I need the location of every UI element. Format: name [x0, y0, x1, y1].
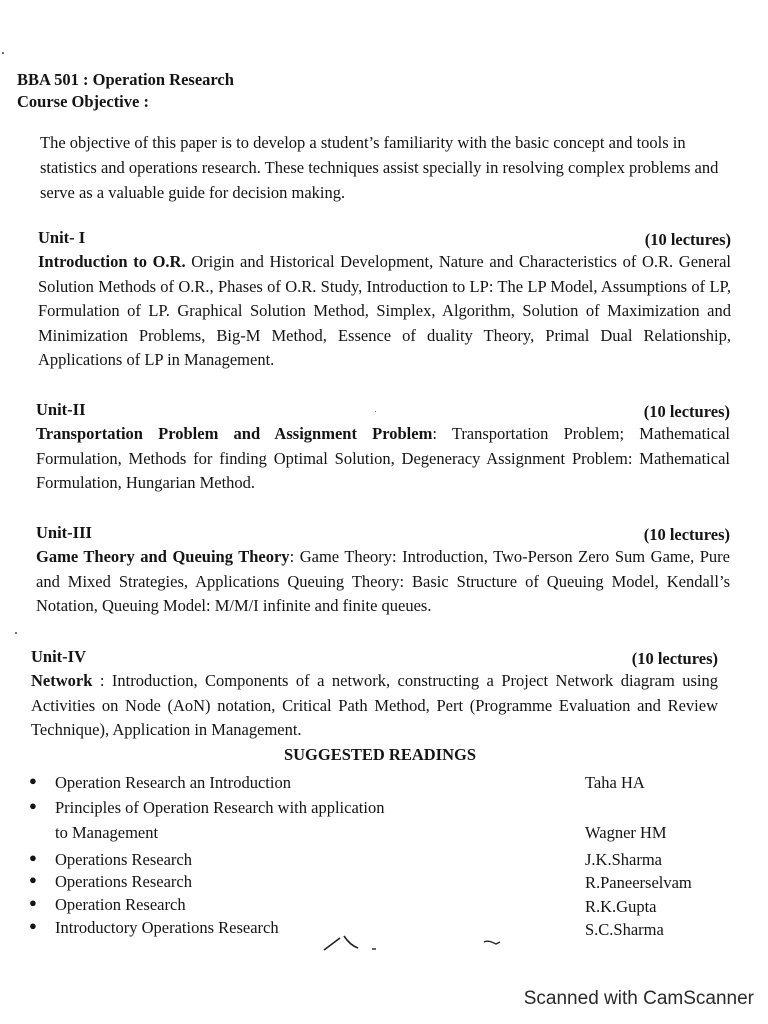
bullet-icon: ●	[29, 895, 37, 910]
unit-header	[31, 647, 718, 669]
unit-heading: Transportation Problem and Assignment Problem	[36, 424, 433, 443]
unit-title: Unit-III	[36, 523, 92, 542]
unit-heading: Network	[31, 671, 93, 690]
unit-text: : Introduction, Components of a network, constructing a Project Network diagram using Activities on Node (AoN) notation, Critical Path Method, Pert (Programme Evaluation and Review Technique), Application in Management.	[31, 671, 718, 739]
unit-2	[36, 400, 730, 496]
reading-title: Operations Research	[55, 850, 192, 869]
unit-heading: Game Theory and Queuing Theory	[36, 547, 290, 566]
unit-heading: Introduction to O.R.	[38, 252, 186, 271]
course-code-heading: BBA 501 : Operation Research	[17, 70, 234, 89]
unit-3	[36, 523, 730, 619]
suggested-readings-heading: SUGGESTED READINGS	[283, 745, 477, 764]
reading-author: Taha HA	[585, 773, 645, 792]
bullet-icon: ●	[29, 798, 37, 813]
camscanner-watermark: Scanned with CamScanner	[523, 988, 754, 1009]
objective-paragraph: The objective of this paper is to develop a student’s familiarity with the basic concept and tools in statistics and operations research. These techniques assist specially in resolving complex problems and serve as a valuable guide for decision making.	[40, 133, 719, 202]
reading-title: Operation Research an Introduction	[55, 773, 291, 792]
unit-text: Origin and Historical Development, Nature and Characteristics of O.R. General Solution Methods of O.R., Phases of O.R. Study, Introduction to LP: The LP Model, Assumptions of LP, Formulation of LP. Graphical Solution Method, Simplex, Algorithm, Solution of Maximization and Minimization Problems, Big-M Method, Essence of duality Theory, Primal Dual Relationship, Applications of LP in Management.	[38, 252, 732, 369]
scan-speck	[2, 52, 4, 54]
reading-author: J.K.Sharma	[585, 850, 662, 869]
unit-lectures: (10 lectures)	[631, 649, 718, 668]
unit-lectures: (10 lectures)	[644, 230, 731, 249]
reading-item	[0, 892, 760, 916]
unit-text: : Transportation Problem; Mathematical Formulation, Methods for finding Optimal Solution, Degeneracy Assignment Problem: Mathematical Formulation, Hungarian Method.	[36, 424, 730, 492]
reading-author: S.C.Sharma	[585, 920, 664, 939]
unit-description	[36, 422, 730, 496]
reading-author: R.K.Gupta	[585, 897, 657, 916]
unit-title: Unit-II	[36, 400, 86, 419]
unit-description	[36, 545, 730, 619]
reading-title: Introductory Operations Research	[55, 918, 279, 937]
bullet-icon: ●	[29, 850, 37, 865]
reading-title: Operations Research	[55, 872, 192, 891]
bullet-icon: ●	[29, 918, 37, 933]
reading-author: Wagner HM	[585, 823, 667, 842]
reading-author: R.Paneerselvam	[585, 873, 692, 892]
reading-item	[0, 770, 760, 794]
unit-description	[31, 669, 718, 743]
unit-description	[38, 250, 731, 373]
unit-1	[38, 228, 731, 373]
reading-item	[0, 795, 760, 847]
unit-title: Unit-IV	[31, 647, 87, 666]
reading-item	[0, 847, 760, 871]
reading-title: Operation Research	[55, 895, 186, 914]
unit-lectures: (10 lectures)	[643, 525, 730, 544]
bullet-icon: ●	[29, 872, 37, 887]
scan-speck	[15, 632, 17, 634]
unit-lectures: (10 lectures)	[643, 402, 730, 421]
scan-speck	[375, 411, 376, 412]
unit-4	[31, 647, 718, 743]
unit-title: Unit- I	[38, 228, 86, 247]
unit-header	[36, 523, 730, 545]
unit-header	[36, 400, 730, 422]
unit-text: : Game Theory: Introduction, Two-Person Zero Sum Game, Pure and Mixed Strategies, Applications Queuing Theory: Basic Structure of Queuing Model, Kendall’s Notation, Queuing Model: M/M/I infinite and finite queues.	[36, 547, 730, 615]
course-objective-label: Course Objective :	[17, 92, 149, 111]
bullet-icon: ●	[29, 773, 37, 788]
pen-scribble-mark	[318, 930, 518, 954]
unit-header	[38, 228, 731, 250]
reading-title: Principles of Operation Research with application to Management	[55, 798, 385, 842]
reading-item	[0, 869, 760, 893]
